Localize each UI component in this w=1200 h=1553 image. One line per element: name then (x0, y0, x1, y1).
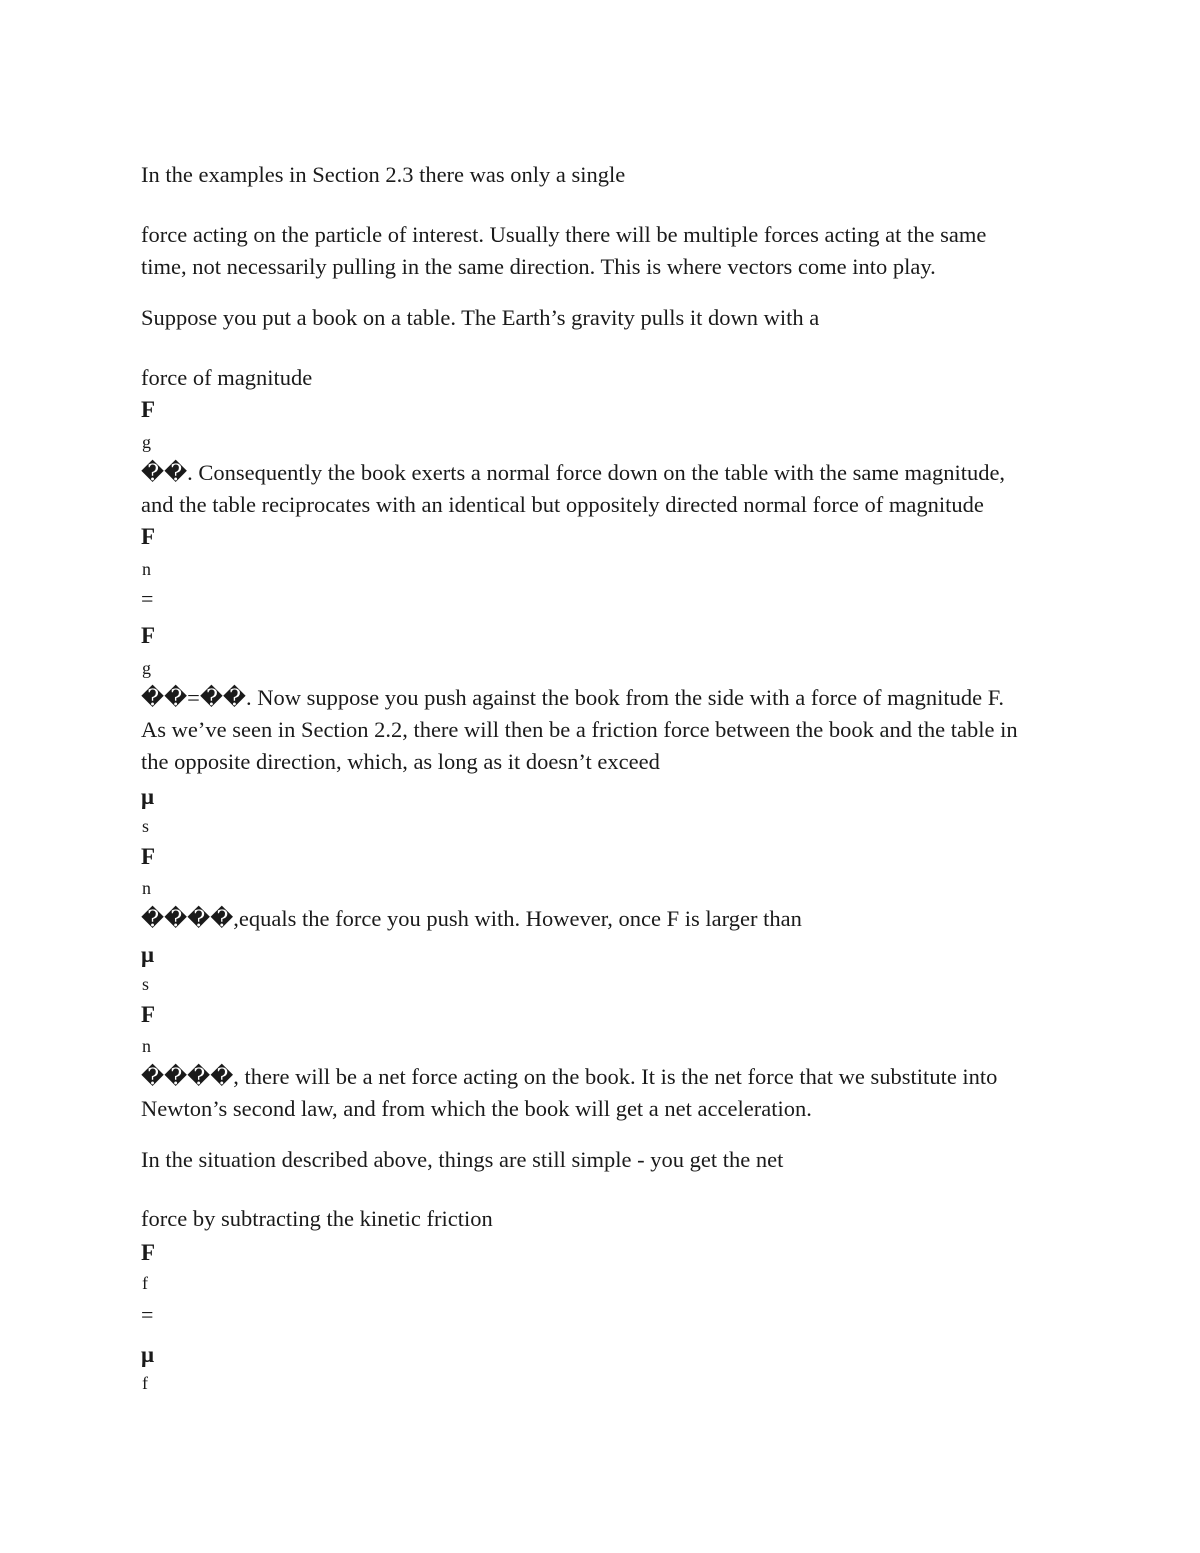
paragraph-line: Newton’s second law, and from which the book will get a net acceleration. (141, 1096, 812, 1121)
paragraph-line: ����,equals the force you push with. However, once F is larger than (141, 906, 802, 931)
math-subscript: f (142, 1373, 148, 1393)
math-subscript: f (142, 1273, 148, 1293)
math-symbol: F (141, 623, 156, 648)
paragraph-line: ��=��. Now suppose you push against the book from the side with a force of magnitude F. (141, 685, 1005, 710)
math-symbol: μ (141, 1342, 155, 1367)
math-equals: = (141, 586, 154, 611)
math-subscript: s (142, 816, 150, 836)
paragraph-line: In the situation described above, things are still simple - you get the net (141, 1147, 784, 1172)
paragraph-line: ����, there will be a net force acting on the book. It is the net force that we substitute into (141, 1064, 998, 1089)
math-subscript: g (142, 432, 151, 452)
math-subscript: g (142, 658, 151, 678)
paragraph-line: and the table reciprocates with an identical but oppositely directed normal force of magnitude (141, 492, 984, 517)
math-symbol: F (141, 524, 156, 549)
math-subscript: n (142, 559, 151, 579)
math-symbol: μ (141, 784, 155, 809)
math-symbol: μ (141, 942, 155, 967)
paragraph-line: force of magnitude (141, 365, 313, 390)
math-symbol: F (141, 844, 156, 869)
math-symbol: F (141, 1002, 156, 1027)
paragraph-line: the opposite direction, which, as long as it doesn’t exceed (141, 749, 660, 774)
paragraph-line: Suppose you put a book on a table. The Earth’s gravity pulls it down with a (141, 305, 820, 330)
math-symbol: F (141, 397, 156, 422)
paragraph-line: force acting on the particle of interest. Usually there will be multiple forces acting at the same (141, 222, 987, 247)
math-subscript: n (142, 878, 151, 898)
math-subscript: n (142, 1036, 151, 1056)
math-subscript: s (142, 974, 150, 994)
paragraph-line: force by subtracting the kinetic friction (141, 1206, 493, 1231)
math-equals: = (141, 1302, 154, 1327)
math-symbol: F (141, 1240, 156, 1265)
paragraph-line: time, not necessarily pulling in the same direction. This is where vectors come into play. (141, 254, 936, 279)
paragraph-intro: In the examples in Section 2.3 there was only a single (141, 162, 626, 187)
paragraph-line: ��. Consequently the book exerts a normal force down on the table with the same magnitude, (141, 460, 1006, 485)
paragraph-line: As we’ve seen in Section 2.2, there will then be a friction force between the book and the table in (141, 717, 1018, 742)
